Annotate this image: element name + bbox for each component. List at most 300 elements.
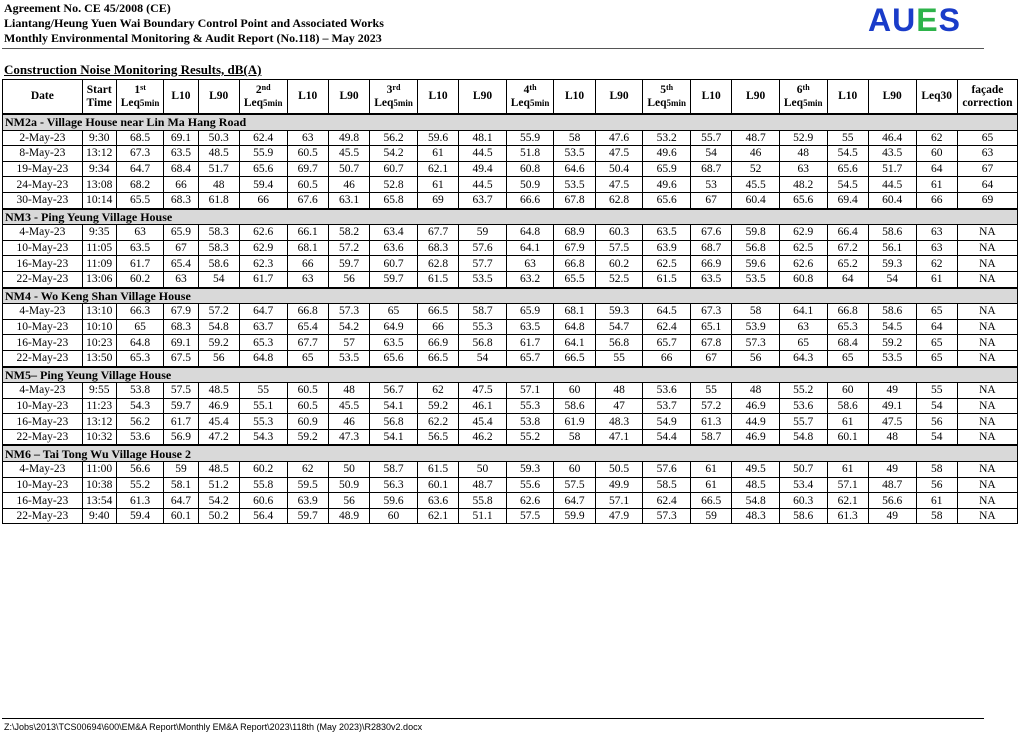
table-cell: 56.4 bbox=[239, 508, 287, 524]
report-header bbox=[4, 1, 604, 46]
table-row bbox=[3, 271, 1018, 287]
table-cell: 10:38 bbox=[82, 477, 116, 493]
table-cell: 56.2 bbox=[370, 130, 418, 146]
table-cell: 44.9 bbox=[732, 414, 780, 430]
table-cell: 56 bbox=[732, 350, 780, 366]
table-cell: NA bbox=[957, 429, 1017, 445]
table-cell: 22-May-23 bbox=[3, 350, 83, 366]
table-cell: 62.6 bbox=[779, 256, 827, 272]
table-cell: 56.1 bbox=[868, 240, 916, 256]
table-cell: 16-May-23 bbox=[3, 414, 83, 430]
table-cell: 10:14 bbox=[82, 192, 116, 208]
table-cell: 10:10 bbox=[82, 319, 116, 335]
table-row bbox=[3, 225, 1018, 241]
table-cell: 63 bbox=[287, 271, 328, 287]
column-header: L10 bbox=[287, 80, 328, 115]
table-cell: 22-May-23 bbox=[3, 508, 83, 524]
table-cell: 59.2 bbox=[417, 398, 458, 414]
table-cell: 63 bbox=[957, 146, 1017, 162]
table-cell: 9:30 bbox=[82, 130, 116, 146]
table-cell: 66.4 bbox=[827, 225, 868, 241]
table-cell: 60.1 bbox=[827, 429, 868, 445]
table-cell: 55.7 bbox=[690, 130, 731, 146]
table-cell: 56.6 bbox=[116, 462, 164, 478]
table-row bbox=[3, 130, 1018, 146]
table-cell: 16-May-23 bbox=[3, 335, 83, 351]
table-cell: 56.8 bbox=[732, 240, 780, 256]
table-cell: 57.5 bbox=[554, 477, 595, 493]
table-cell: 45.4 bbox=[459, 414, 507, 430]
section-header-row bbox=[3, 445, 1018, 461]
table-cell: 67.8 bbox=[554, 192, 595, 208]
table-cell: 61 bbox=[417, 146, 458, 162]
table-cell: 54.5 bbox=[827, 146, 868, 162]
table-cell: 48.5 bbox=[198, 146, 239, 162]
table-cell: 49.4 bbox=[459, 161, 507, 177]
table-cell: 63.5 bbox=[116, 240, 164, 256]
table-cell: 62.8 bbox=[417, 256, 458, 272]
table-cell: 50.9 bbox=[506, 177, 554, 193]
table-cell: 65 bbox=[916, 350, 957, 366]
table-cell: NA bbox=[957, 493, 1017, 509]
table-cell: 66 bbox=[239, 192, 287, 208]
table-cell: 54.1 bbox=[370, 429, 418, 445]
table-cell: 52.5 bbox=[595, 271, 643, 287]
table-cell: 57.1 bbox=[506, 383, 554, 399]
table-cell: 68.2 bbox=[116, 177, 164, 193]
table-cell: 68.4 bbox=[164, 161, 198, 177]
table-cell: 54.2 bbox=[370, 146, 418, 162]
table-cell: 64.7 bbox=[239, 304, 287, 320]
column-header: 5th Leq5min bbox=[643, 80, 691, 115]
table-cell: 58 bbox=[916, 508, 957, 524]
table-cell: 44.5 bbox=[868, 177, 916, 193]
table-cell: 65.9 bbox=[164, 225, 198, 241]
table-cell: 54.9 bbox=[643, 414, 691, 430]
table-cell: 60.5 bbox=[287, 398, 328, 414]
table-cell: 46 bbox=[328, 177, 369, 193]
table-cell: 49 bbox=[868, 462, 916, 478]
table-cell: 66.9 bbox=[690, 256, 731, 272]
table-cell: 54.3 bbox=[239, 429, 287, 445]
logo-letter: S bbox=[938, 2, 961, 38]
table-cell: 58 bbox=[732, 304, 780, 320]
table-cell: 56.8 bbox=[459, 335, 507, 351]
table-cell: 50.4 bbox=[595, 161, 643, 177]
table-cell: 67 bbox=[164, 240, 198, 256]
table-cell: 67.2 bbox=[827, 240, 868, 256]
table-cell: 65 bbox=[287, 350, 328, 366]
table-cell: 59.7 bbox=[328, 256, 369, 272]
column-header: L90 bbox=[868, 80, 916, 115]
table-cell: 61 bbox=[916, 271, 957, 287]
table-cell: 44.5 bbox=[459, 146, 507, 162]
table-cell: 65 bbox=[779, 335, 827, 351]
table-cell: 46 bbox=[732, 146, 780, 162]
table-cell: 68.7 bbox=[690, 240, 731, 256]
footer-divider bbox=[2, 718, 984, 719]
table-cell: 62.2 bbox=[417, 414, 458, 430]
table-cell: 53.5 bbox=[459, 271, 507, 287]
table-cell: 64.1 bbox=[506, 240, 554, 256]
table-cell: 55 bbox=[595, 350, 643, 366]
report-title: Monthly Environmental Monitoring & Audit Report (No.118) – May 2023 bbox=[4, 31, 382, 45]
table-cell: 62 bbox=[417, 383, 458, 399]
table-cell: 9:35 bbox=[82, 225, 116, 241]
table-cell: 66.5 bbox=[690, 493, 731, 509]
column-header: Start Time bbox=[82, 80, 116, 115]
table-cell: 64.8 bbox=[506, 225, 554, 241]
table-cell: 54.3 bbox=[116, 398, 164, 414]
table-cell: 65.2 bbox=[827, 256, 868, 272]
table-cell: 49.5 bbox=[732, 462, 780, 478]
table-cell: 60.2 bbox=[116, 271, 164, 287]
table-cell: 60.1 bbox=[417, 477, 458, 493]
table-cell: 62.3 bbox=[239, 256, 287, 272]
table-cell: 67.6 bbox=[690, 225, 731, 241]
table-cell: 49.8 bbox=[328, 130, 369, 146]
table-cell: 57 bbox=[328, 335, 369, 351]
table-cell: 57.1 bbox=[595, 493, 643, 509]
table-cell: 4-May-23 bbox=[3, 304, 83, 320]
table-cell: 61.7 bbox=[116, 256, 164, 272]
table-cell: 59.3 bbox=[506, 462, 554, 478]
table-cell: 55.1 bbox=[239, 398, 287, 414]
station-name: NM4 - Wo Keng Shan Village House bbox=[3, 288, 1018, 304]
table-cell: 61.5 bbox=[417, 462, 458, 478]
table-cell: 62.6 bbox=[239, 225, 287, 241]
table-cell: 69.4 bbox=[827, 192, 868, 208]
table-cell: 55 bbox=[690, 383, 731, 399]
table-cell: 48 bbox=[595, 383, 643, 399]
table-cell: 61 bbox=[417, 177, 458, 193]
column-header: 6th Leq5min bbox=[779, 80, 827, 115]
table-cell: 55.2 bbox=[779, 383, 827, 399]
table-cell: 63.2 bbox=[506, 271, 554, 287]
table-cell: 64.3 bbox=[779, 350, 827, 366]
table-cell: 65.4 bbox=[287, 319, 328, 335]
station-name: NM2a - Village House near Lin Ma Hang Road bbox=[3, 114, 1018, 130]
table-cell: 55.8 bbox=[239, 477, 287, 493]
table-cell: 54.1 bbox=[370, 398, 418, 414]
table-cell: 45.4 bbox=[198, 414, 239, 430]
table-cell: 58.7 bbox=[459, 304, 507, 320]
table-cell: 56 bbox=[328, 271, 369, 287]
table-cell: 53.6 bbox=[643, 383, 691, 399]
table-cell: 47.5 bbox=[595, 146, 643, 162]
table-cell: 30-May-23 bbox=[3, 192, 83, 208]
table-cell: 59.3 bbox=[595, 304, 643, 320]
column-header: L10 bbox=[690, 80, 731, 115]
table-cell: 54 bbox=[916, 429, 957, 445]
table-cell: 4-May-23 bbox=[3, 225, 83, 241]
table-cell: 49.6 bbox=[643, 177, 691, 193]
table-cell: 49 bbox=[868, 508, 916, 524]
table-cell: 66.6 bbox=[506, 192, 554, 208]
table-cell: 48.7 bbox=[459, 477, 507, 493]
table-cell: 50.5 bbox=[595, 462, 643, 478]
station-name: NM6 – Tai Tong Wu Village House 2 bbox=[3, 445, 1018, 461]
table-cell: 49 bbox=[868, 383, 916, 399]
table-cell: NA bbox=[957, 240, 1017, 256]
table-cell: 50 bbox=[459, 462, 507, 478]
table-cell: 58 bbox=[554, 130, 595, 146]
table-cell: 61 bbox=[827, 462, 868, 478]
table-cell: 9:40 bbox=[82, 508, 116, 524]
table-cell: 57.5 bbox=[506, 508, 554, 524]
table-cell: 58.6 bbox=[868, 225, 916, 241]
table-cell: 67.7 bbox=[287, 335, 328, 351]
table-cell: 2-May-23 bbox=[3, 130, 83, 146]
table-cell: 65.6 bbox=[779, 192, 827, 208]
table-cell: 67.9 bbox=[554, 240, 595, 256]
table-cell: 69.1 bbox=[164, 335, 198, 351]
table-cell: 57.3 bbox=[643, 508, 691, 524]
table-cell: 53.7 bbox=[643, 398, 691, 414]
table-cell: 10-May-23 bbox=[3, 398, 83, 414]
table-cell: 50.7 bbox=[779, 462, 827, 478]
table-cell: 56.7 bbox=[370, 383, 418, 399]
table-cell: 51.1 bbox=[459, 508, 507, 524]
table-cell: NA bbox=[957, 414, 1017, 430]
table-cell: 56.3 bbox=[370, 477, 418, 493]
table-cell: 64.1 bbox=[554, 335, 595, 351]
table-cell: 60 bbox=[370, 508, 418, 524]
table-cell: 69 bbox=[417, 192, 458, 208]
table-cell: 60.5 bbox=[287, 177, 328, 193]
section-header-row bbox=[3, 114, 1018, 130]
table-cell: 62 bbox=[287, 462, 328, 478]
table-cell: 64.8 bbox=[239, 350, 287, 366]
table-cell: 59.6 bbox=[732, 256, 780, 272]
table-cell: 68.3 bbox=[164, 192, 198, 208]
table-cell: 60.3 bbox=[595, 225, 643, 241]
table-cell: 47.5 bbox=[459, 383, 507, 399]
table-cell: 65 bbox=[957, 130, 1017, 146]
table-cell: 55.2 bbox=[506, 429, 554, 445]
table-cell: 63 bbox=[916, 240, 957, 256]
table-cell: 60.8 bbox=[506, 161, 554, 177]
table-cell: 64.7 bbox=[554, 493, 595, 509]
table-cell: 9:34 bbox=[82, 161, 116, 177]
column-header: L10 bbox=[417, 80, 458, 115]
table-cell: 4-May-23 bbox=[3, 462, 83, 478]
table-cell: 58.1 bbox=[164, 477, 198, 493]
column-header: L10 bbox=[164, 80, 198, 115]
table-cell: 65.5 bbox=[116, 192, 164, 208]
table-row bbox=[3, 398, 1018, 414]
station-name: NM3 - Ping Yeung Village House bbox=[3, 209, 1018, 225]
table-cell: 65.9 bbox=[506, 304, 554, 320]
table-cell: 62 bbox=[916, 130, 957, 146]
table-cell: 53.5 bbox=[554, 177, 595, 193]
table-cell: 56 bbox=[198, 350, 239, 366]
table-cell: NA bbox=[957, 350, 1017, 366]
table-cell: 61.3 bbox=[827, 508, 868, 524]
table-cell: 57.5 bbox=[595, 240, 643, 256]
table-cell: 46.9 bbox=[732, 398, 780, 414]
table-cell: 53.6 bbox=[779, 398, 827, 414]
noise-results-table bbox=[2, 79, 1018, 524]
project-title: Liantang/Heung Yuen Wai Boundary Control Point and Associated Works bbox=[4, 16, 384, 30]
table-cell: 67 bbox=[690, 192, 731, 208]
table-cell: 13:06 bbox=[82, 271, 116, 287]
table-cell: 62.6 bbox=[506, 493, 554, 509]
table-cell: 61 bbox=[916, 493, 957, 509]
table-cell: 63.6 bbox=[370, 240, 418, 256]
table-cell: 53 bbox=[690, 177, 731, 193]
table-cell: 55.6 bbox=[506, 477, 554, 493]
table-cell: 64 bbox=[827, 271, 868, 287]
table-cell: 9:55 bbox=[82, 383, 116, 399]
table-cell: 68.7 bbox=[690, 161, 731, 177]
table-cell: 54.5 bbox=[868, 319, 916, 335]
table-cell: 69.7 bbox=[287, 161, 328, 177]
table-cell: 4-May-23 bbox=[3, 383, 83, 399]
table-cell: 60.7 bbox=[370, 161, 418, 177]
table-cell: 65.6 bbox=[370, 350, 418, 366]
table-cell: 48.5 bbox=[198, 462, 239, 478]
section-header-row bbox=[3, 288, 1018, 304]
table-cell: 56.8 bbox=[370, 414, 418, 430]
table-cell: 65 bbox=[916, 335, 957, 351]
table-cell: 68.3 bbox=[164, 319, 198, 335]
logo-letter: A bbox=[868, 2, 893, 38]
table-cell: 48.5 bbox=[732, 477, 780, 493]
table-cell: 46.1 bbox=[459, 398, 507, 414]
table-cell: 54.7 bbox=[595, 319, 643, 335]
table-row bbox=[3, 192, 1018, 208]
table-row bbox=[3, 508, 1018, 524]
table-cell: 63.6 bbox=[417, 493, 458, 509]
table-cell: 53.5 bbox=[732, 271, 780, 287]
table-cell: 65 bbox=[116, 319, 164, 335]
table-cell: 48 bbox=[198, 177, 239, 193]
table-cell: 61.5 bbox=[417, 271, 458, 287]
table-cell: 65.6 bbox=[827, 161, 868, 177]
table-cell: 62.1 bbox=[417, 508, 458, 524]
table-cell: 60.4 bbox=[868, 192, 916, 208]
column-header: Date bbox=[3, 80, 83, 115]
section-header-row bbox=[3, 367, 1018, 383]
table-cell: 53.2 bbox=[643, 130, 691, 146]
table-cell: NA bbox=[957, 225, 1017, 241]
table-cell: 67.7 bbox=[417, 225, 458, 241]
table-cell: 45.5 bbox=[328, 146, 369, 162]
table-cell: 65.3 bbox=[116, 350, 164, 366]
table-cell: 54.4 bbox=[643, 429, 691, 445]
aues-logo bbox=[868, 2, 961, 38]
table-cell: 67.5 bbox=[164, 350, 198, 366]
table-cell: 56 bbox=[328, 493, 369, 509]
table-cell: 66 bbox=[287, 256, 328, 272]
table-cell: 55.7 bbox=[779, 414, 827, 430]
table-cell: 59.6 bbox=[370, 493, 418, 509]
table-header-row bbox=[3, 80, 1018, 115]
table-row bbox=[3, 335, 1018, 351]
table-cell: 65.6 bbox=[643, 192, 691, 208]
table-cell: 43.5 bbox=[868, 146, 916, 162]
table-cell: 55 bbox=[827, 130, 868, 146]
table-cell: 49.6 bbox=[643, 146, 691, 162]
table-cell: 55 bbox=[916, 383, 957, 399]
table-cell: 63.9 bbox=[287, 493, 328, 509]
table-cell: 11:23 bbox=[82, 398, 116, 414]
table-cell: 58.6 bbox=[779, 508, 827, 524]
table-cell: 10-May-23 bbox=[3, 477, 83, 493]
table-cell: 59.2 bbox=[868, 335, 916, 351]
table-cell: 63 bbox=[116, 225, 164, 241]
table-cell: 57.7 bbox=[459, 256, 507, 272]
file-path-footer: Z:\Jobs\2013\TCS00694\600\EM&A Report\Monthly EM&A Report\2023\118th (May 2023)\R2830v2.docx bbox=[4, 722, 423, 732]
column-header: 1st Leq5min bbox=[116, 80, 164, 115]
table-cell: 63.1 bbox=[328, 192, 369, 208]
table-cell: 61.3 bbox=[690, 414, 731, 430]
table-cell: 63 bbox=[287, 130, 328, 146]
table-cell: 51.7 bbox=[868, 161, 916, 177]
table-cell: 58.6 bbox=[198, 256, 239, 272]
table-cell: 61.7 bbox=[164, 414, 198, 430]
table-cell: 48 bbox=[328, 383, 369, 399]
table-cell: 13:50 bbox=[82, 350, 116, 366]
table-cell: 54.2 bbox=[328, 319, 369, 335]
table-cell: 54.5 bbox=[827, 177, 868, 193]
table-cell: 63.9 bbox=[643, 240, 691, 256]
table-cell: 56.6 bbox=[868, 493, 916, 509]
table-cell: 52.9 bbox=[779, 130, 827, 146]
table-cell: 61 bbox=[690, 462, 731, 478]
table-cell: 60.3 bbox=[779, 493, 827, 509]
table-cell: 48.3 bbox=[732, 508, 780, 524]
table-row bbox=[3, 177, 1018, 193]
table-cell: 47 bbox=[595, 398, 643, 414]
table-cell: 60 bbox=[827, 383, 868, 399]
table-cell: 57.5 bbox=[164, 383, 198, 399]
table-cell: 46.2 bbox=[459, 429, 507, 445]
table-cell: 47.2 bbox=[198, 429, 239, 445]
table-cell: 58.3 bbox=[198, 240, 239, 256]
table-cell: 66.3 bbox=[116, 304, 164, 320]
table-cell: 13:54 bbox=[82, 493, 116, 509]
table-cell: 64.7 bbox=[116, 161, 164, 177]
table-cell: 58.6 bbox=[554, 398, 595, 414]
table-cell: 66.9 bbox=[417, 335, 458, 351]
table-cell: 59.7 bbox=[370, 271, 418, 287]
table-cell: 59 bbox=[164, 462, 198, 478]
table-cell: 59 bbox=[690, 508, 731, 524]
table-cell: 61.3 bbox=[116, 493, 164, 509]
table-cell: NA bbox=[957, 462, 1017, 478]
table-cell: 16-May-23 bbox=[3, 493, 83, 509]
table-cell: 57.2 bbox=[198, 304, 239, 320]
table-cell: 54 bbox=[868, 271, 916, 287]
table-cell: 46.9 bbox=[732, 429, 780, 445]
table-cell: 50.2 bbox=[198, 508, 239, 524]
table-cell: 60.8 bbox=[779, 271, 827, 287]
table-cell: 59.2 bbox=[198, 335, 239, 351]
table-cell: 65.4 bbox=[164, 256, 198, 272]
table-cell: 61.7 bbox=[239, 271, 287, 287]
table-cell: 63.4 bbox=[370, 225, 418, 241]
table-cell: 47.5 bbox=[595, 177, 643, 193]
table-cell: 48.5 bbox=[198, 383, 239, 399]
column-header: L90 bbox=[459, 80, 507, 115]
table-cell: 56.8 bbox=[595, 335, 643, 351]
table-cell: 59.2 bbox=[287, 429, 328, 445]
logo-letter: E bbox=[916, 2, 939, 38]
table-cell: 59.7 bbox=[287, 508, 328, 524]
table-cell: 61.7 bbox=[506, 335, 554, 351]
